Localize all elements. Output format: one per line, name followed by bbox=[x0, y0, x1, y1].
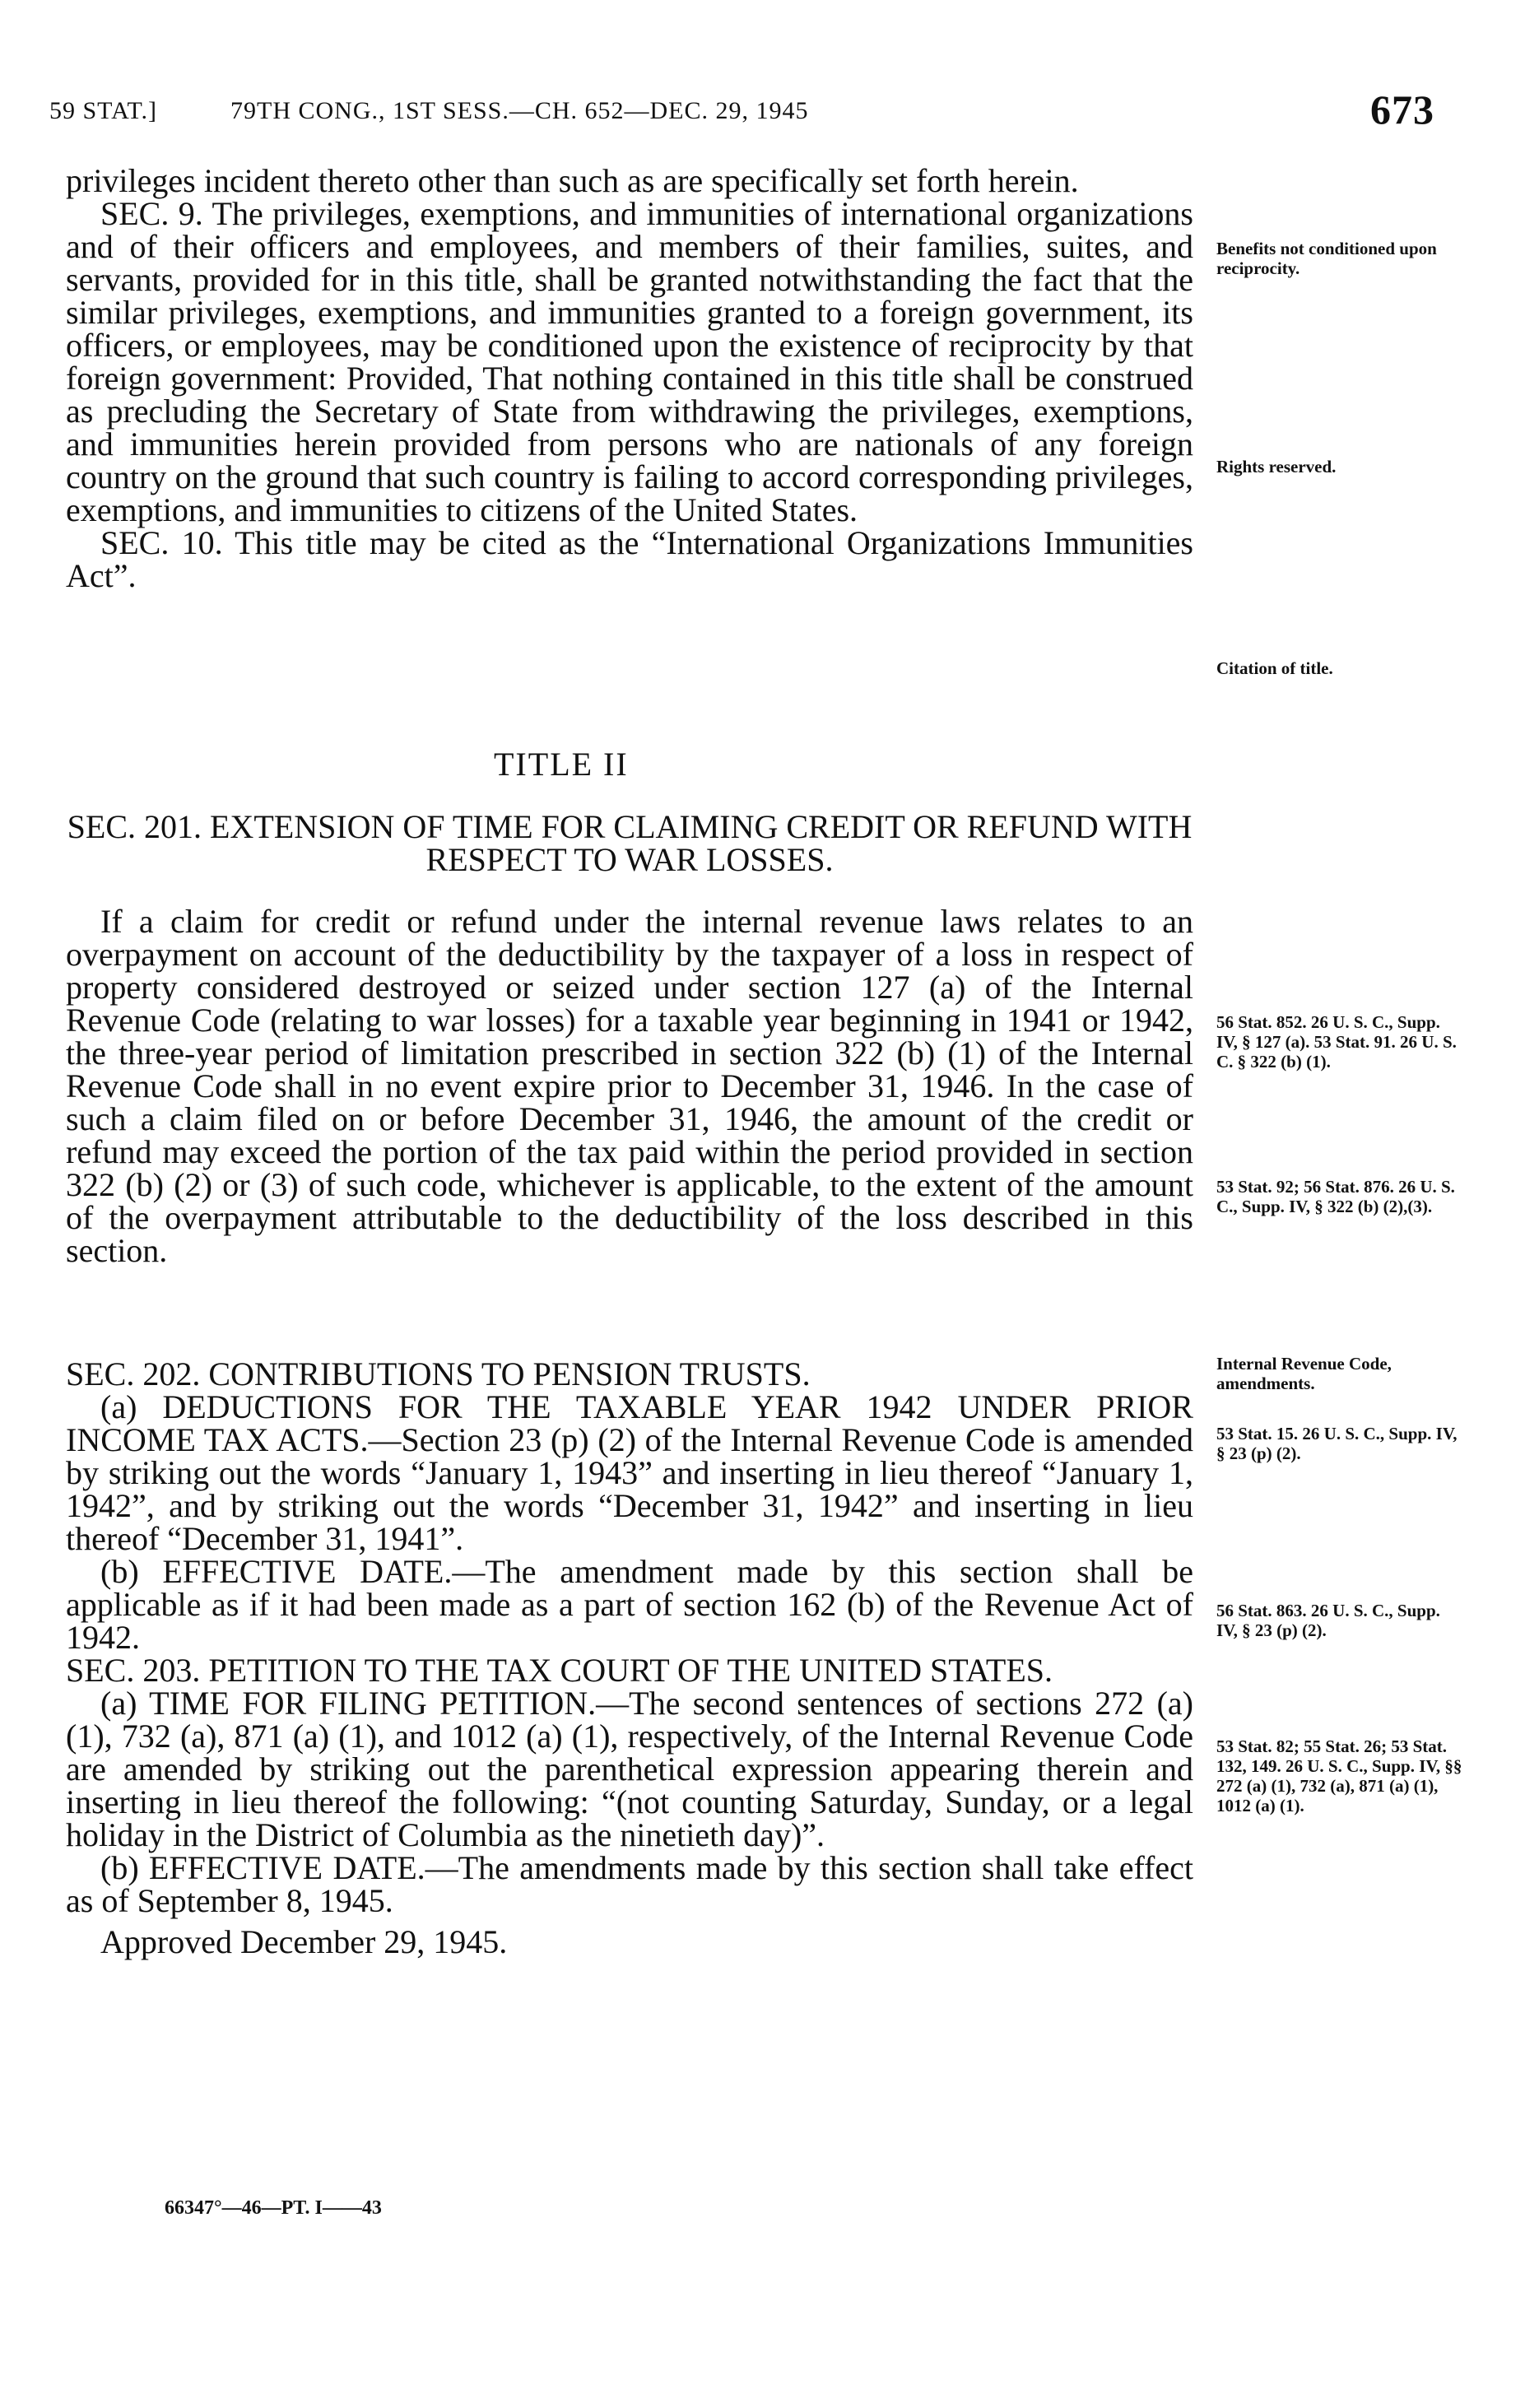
sec-202-heading: SEC. 202. CONTRIBUTIONS TO PENSION TRUSTS. bbox=[66, 1355, 811, 1392]
paragraph-sec-9: SEC. 9. The privileges, exemptions, and immunities of international organizations and of their officers and employees, and members of their families, suites, and servants, provided for in this title, shall be granted notwithstanding the fact that the similar privileges, exemptions, and immunities granted to a foreign government, its officers, or employees, may be conditioned upon the existence of reciprocity by that foreign government: Provided, That nothing contained in this title shall be construed as precluding the Secretary of State from withdrawing the privileges, exemptions, and immunities herein provided from persons who are nationals of any foreign country on the ground that such country is failing to accord corresponding privileges, exemptions, and immunities to citizens of the United States. bbox=[66, 195, 1193, 528]
margin-note-irc: Internal Revenue Code, amendments. bbox=[1216, 1354, 1392, 1393]
paragraph-sec-202-b: (b) EFFECTIVE DATE.—The amendment made by this section shall be applicable as if it had been made as a part of section 162 (b) of the Revenue Act of 1942. bbox=[66, 1553, 1193, 1656]
margin-note-citation: Citation of title. bbox=[1216, 658, 1333, 678]
text-block-top bbox=[66, 162, 1193, 594]
header-session: 79TH CONG., 1ST SESS.—CH. 652—DEC. 29, 1945 bbox=[230, 97, 809, 124]
paragraph-sec-201: If a claim for credit or refund under the internal revenue laws relates to an overpayment on account of the deductibility by the taxpayer of a loss in respect of property considered destroyed or seized under section 127 (a) of the Internal Revenue Code (relating to war losses) for a taxable year beginning in 1941 or 1942, the three-year period of limitation prescribed in section 322 (b) (1) of the Internal Revenue Code shall in no event expire prior to December 31, 1946. In the case of such a claim filed on or before December 31, 1946, the amount of the credit or refund may exceed the portion of the tax paid within the period provided in section 322 (b) (2) or (3) of such code, whichever is applicable, to the extent of the amount of the overpayment attributable to the deductibility of the loss described in this section. bbox=[66, 903, 1193, 1269]
text-block-bottom bbox=[66, 1355, 1193, 1960]
margin-note-stat-3: 53 Stat. 15. 26 U. S. C., Supp. IV, § 23 (p) (2). bbox=[1216, 1424, 1458, 1463]
page-number: 673 bbox=[1370, 86, 1434, 132]
title-heading: TITLE II bbox=[494, 746, 629, 783]
margin-note-rights: Rights reserved. bbox=[1216, 457, 1337, 476]
paragraph-continuation: privileges incident thereto other than such as are specifically set forth herein. bbox=[66, 162, 1079, 199]
margin-note-benefits: Benefits not conditioned upon reciprocity. bbox=[1216, 239, 1437, 278]
paragraph-sec-203-b: (b) EFFECTIVE DATE.—The amendments made by this section shall take effect as of September 8, 1945. bbox=[66, 1849, 1193, 1919]
footer-print-code: 66347°—46—PT. I——43 bbox=[165, 2197, 382, 2219]
margin-note-stat-2: 53 Stat. 92; 56 Stat. 876. 26 U. S. C., Supp. IV, § 322 (b) (2),(3). bbox=[1216, 1177, 1455, 1216]
approved-date: Approved December 29, 1945. bbox=[100, 1923, 508, 1960]
margin-note-stat-1: 56 Stat. 852. 26 U. S. C., Supp. IV, § 127 (a). 53 Stat. 91. 26 U. S. C. § 322 (b) (1). bbox=[1216, 1012, 1457, 1072]
header-volume: 59 STAT.] bbox=[49, 97, 158, 124]
paragraph-sec-202-a: (a) DEDUCTIONS FOR THE TAXABLE YEAR 1942 UNDER PRIOR INCOME TAX ACTS.—Section 23 (p) (2) of the Internal Revenue Code is amended by striking out the words “January 1, 1943” and inserting in lieu thereof “January 1, 1942”, and by striking out the words “December 31, 1942” and inserting in lieu thereof “December 31, 1941”. bbox=[66, 1388, 1193, 1557]
margin-note-stat-5: 53 Stat. 82; 55 Stat. 26; 53 Stat. 132, 149. 26 U. S. C., Supp. IV, §§ 272 (a) (1), 732 (a), 871 (a) (1), 1012 (a) (1). bbox=[1216, 1736, 1462, 1815]
paragraph-sec-203-a: (a) TIME FOR FILING PETITION.—The second sentences of sections 272 (a) (1), 732 (a), 871 (a) (1), and 1012 (a) (1), respectively, of the Internal Revenue Code are amended by striking out the parenthetical expression appearing therein and inserting in lieu thereof the following: “(not counting Saturday, Sunday, or a legal holiday in the District of Columbia as the ninetieth day)”. bbox=[66, 1685, 1193, 1853]
sec-203-heading: SEC. 203. PETITION TO THE TAX COURT OF THE UNITED STATES. bbox=[66, 1652, 1053, 1689]
text-block-sec-201 bbox=[66, 905, 1193, 1267]
paragraph-sec-10: SEC. 10. This title may be cited as the “International Organizations Immunities Act”. bbox=[66, 524, 1193, 594]
sec-201-heading: SEC. 201. EXTENSION OF TIME FOR CLAIMING CREDIT OR REFUND WITH RESPECT TO WAR LOSSES. bbox=[67, 808, 1193, 878]
margin-note-stat-4: 56 Stat. 863. 26 U. S. C., Supp. IV, § 23 (p) (2). bbox=[1216, 1601, 1440, 1640]
